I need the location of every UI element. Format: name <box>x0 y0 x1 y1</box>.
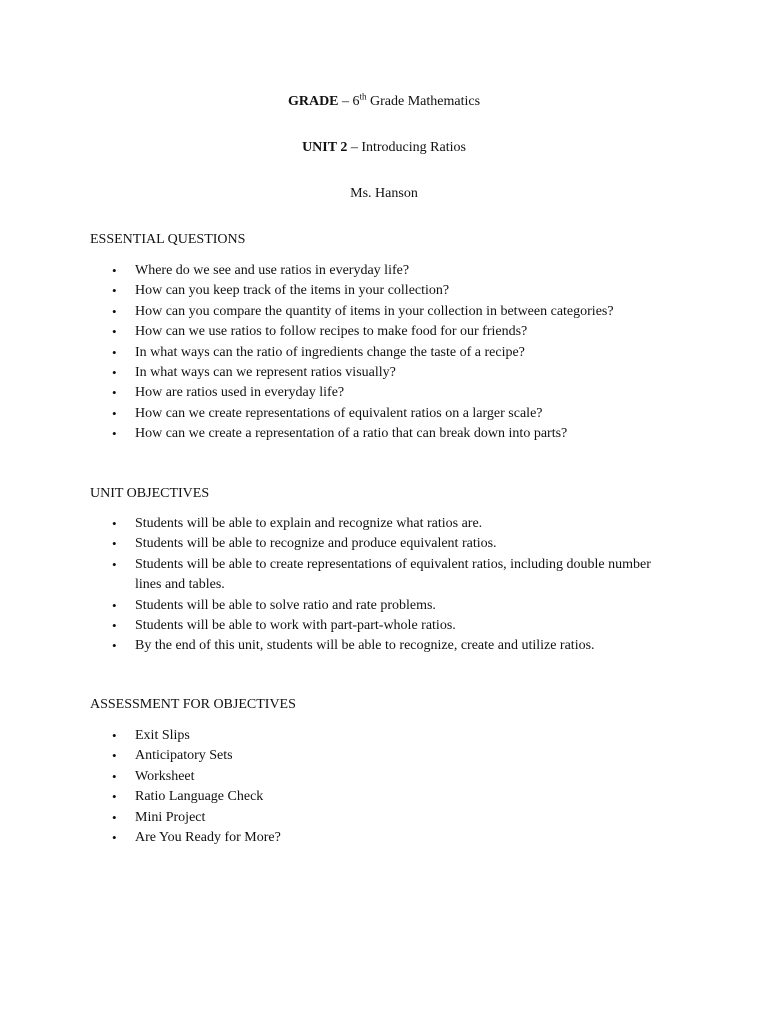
grade-label: GRADE <box>287 94 339 109</box>
assessment-item-text: Are You Ready for More? <box>135 830 281 846</box>
objective-item-text: Students will be able to solve ratio and rate problems. <box>135 597 436 613</box>
essential-question-item <box>90 383 670 403</box>
unit-title: Introducing Ratios <box>361 140 466 155</box>
essential-question-item-text: Where do we see and use ratios in everyday life? <box>135 263 410 278</box>
assessment-item-text: Anticipatory Sets <box>135 748 233 764</box>
assessment-item <box>90 767 670 787</box>
objective-item <box>90 616 670 636</box>
assessment-item-text: Worksheet <box>135 768 195 784</box>
objective-item-text: Students will be able to create representations of equivalent ratios, including double number lines and tables. <box>135 556 651 593</box>
bullet-icon: • <box>112 405 117 421</box>
objective-item <box>90 636 670 656</box>
bullet-icon: • <box>112 536 117 552</box>
bullet-icon: • <box>112 516 117 531</box>
unit-objectives-heading: UNIT OBJECTIVES <box>90 486 210 501</box>
unit-label: UNIT 2 <box>302 140 348 155</box>
essential-questions-heading: ESSENTIAL QUESTIONS <box>90 232 246 247</box>
grade-subject: Grade Mathematics <box>370 94 481 109</box>
essential-question-item <box>90 302 670 322</box>
bullet-icon: • <box>112 618 117 634</box>
essential-question-item <box>90 261 670 281</box>
essential-question-item <box>90 281 670 301</box>
bullet-icon: • <box>112 728 117 743</box>
objective-item <box>90 514 670 534</box>
essential-question-item <box>90 424 670 444</box>
bullet-icon: • <box>112 597 117 613</box>
objective-item <box>90 534 670 554</box>
unit-dash: – <box>350 140 358 155</box>
assessment-item <box>90 746 670 766</box>
objective-item-text: By the end of this unit, students will be able to recognize, create and utilize ratios. <box>135 638 595 654</box>
bullet-icon: • <box>112 263 117 278</box>
essential-question-item-text: How are ratios used in everyday life? <box>135 385 345 401</box>
essential-question-item <box>90 343 670 363</box>
assessment-item <box>90 726 670 746</box>
essential-question-item-text: How can we create a representation of a ratio that can break down into parts? <box>135 426 568 442</box>
unit-objectives-list <box>90 514 670 657</box>
unit-line <box>0 139 768 157</box>
grade-dash: – <box>342 94 350 109</box>
assessment-heading: ASSESSMENT FOR OBJECTIVES <box>90 697 296 712</box>
essential-question-item-text: In what ways can we represent ratios visually? <box>135 365 396 381</box>
assessment-item-text: Mini Project <box>135 809 206 825</box>
bullet-icon: • <box>112 283 117 299</box>
objective-item <box>90 555 670 596</box>
bullet-icon: • <box>112 556 117 572</box>
assessment-list <box>90 726 670 848</box>
assessment-item <box>90 787 670 807</box>
bullet-icon: • <box>112 324 117 340</box>
essential-question-item <box>90 363 670 383</box>
bullet-icon: • <box>112 638 117 654</box>
bullet-icon: • <box>112 768 117 784</box>
assessment-item-text: Ratio Language Check <box>135 789 264 805</box>
objective-item <box>90 596 670 616</box>
assessment-item-text: Exit Slips <box>135 728 190 743</box>
teacher-name: Ms. Hanson <box>350 186 418 201</box>
essential-question-item <box>90 404 670 424</box>
essential-question-item-text: In what ways can the ratio of ingredients change the taste of a recipe? <box>135 344 525 360</box>
bullet-icon: • <box>112 344 117 360</box>
essential-questions-list <box>90 261 670 445</box>
essential-question-item-text: How can we use ratios to follow recipes to make food for our friends? <box>135 324 528 340</box>
essential-question-item-text: How can you compare the quantity of items in your collection in between categories? <box>135 303 614 319</box>
objective-item-text: Students will be able to explain and recognize what ratios are. <box>135 516 483 531</box>
bullet-icon: • <box>112 426 117 442</box>
assessment-item <box>90 808 670 828</box>
objective-item-text: Students will be able to recognize and produce equivalent ratios. <box>135 536 497 552</box>
essential-question-item <box>90 322 670 342</box>
objective-item-text: Students will be able to work with part-part-whole ratios. <box>135 618 456 634</box>
bullet-icon: • <box>112 789 117 805</box>
bullet-icon: • <box>112 830 117 846</box>
grade-suffix: th <box>359 91 367 102</box>
bullet-icon: • <box>112 748 117 764</box>
assessment-item <box>90 828 670 848</box>
essential-question-item-text: How can we create representations of equivalent ratios on a larger scale? <box>135 405 543 421</box>
essential-question-item-text: How can you keep track of the items in your collection? <box>135 283 450 299</box>
grade-number: 6 <box>352 94 360 109</box>
grade-line <box>0 93 768 111</box>
bullet-icon: • <box>112 809 117 825</box>
bullet-icon: • <box>112 365 117 381</box>
bullet-icon: • <box>112 385 117 401</box>
bullet-icon: • <box>112 303 117 319</box>
